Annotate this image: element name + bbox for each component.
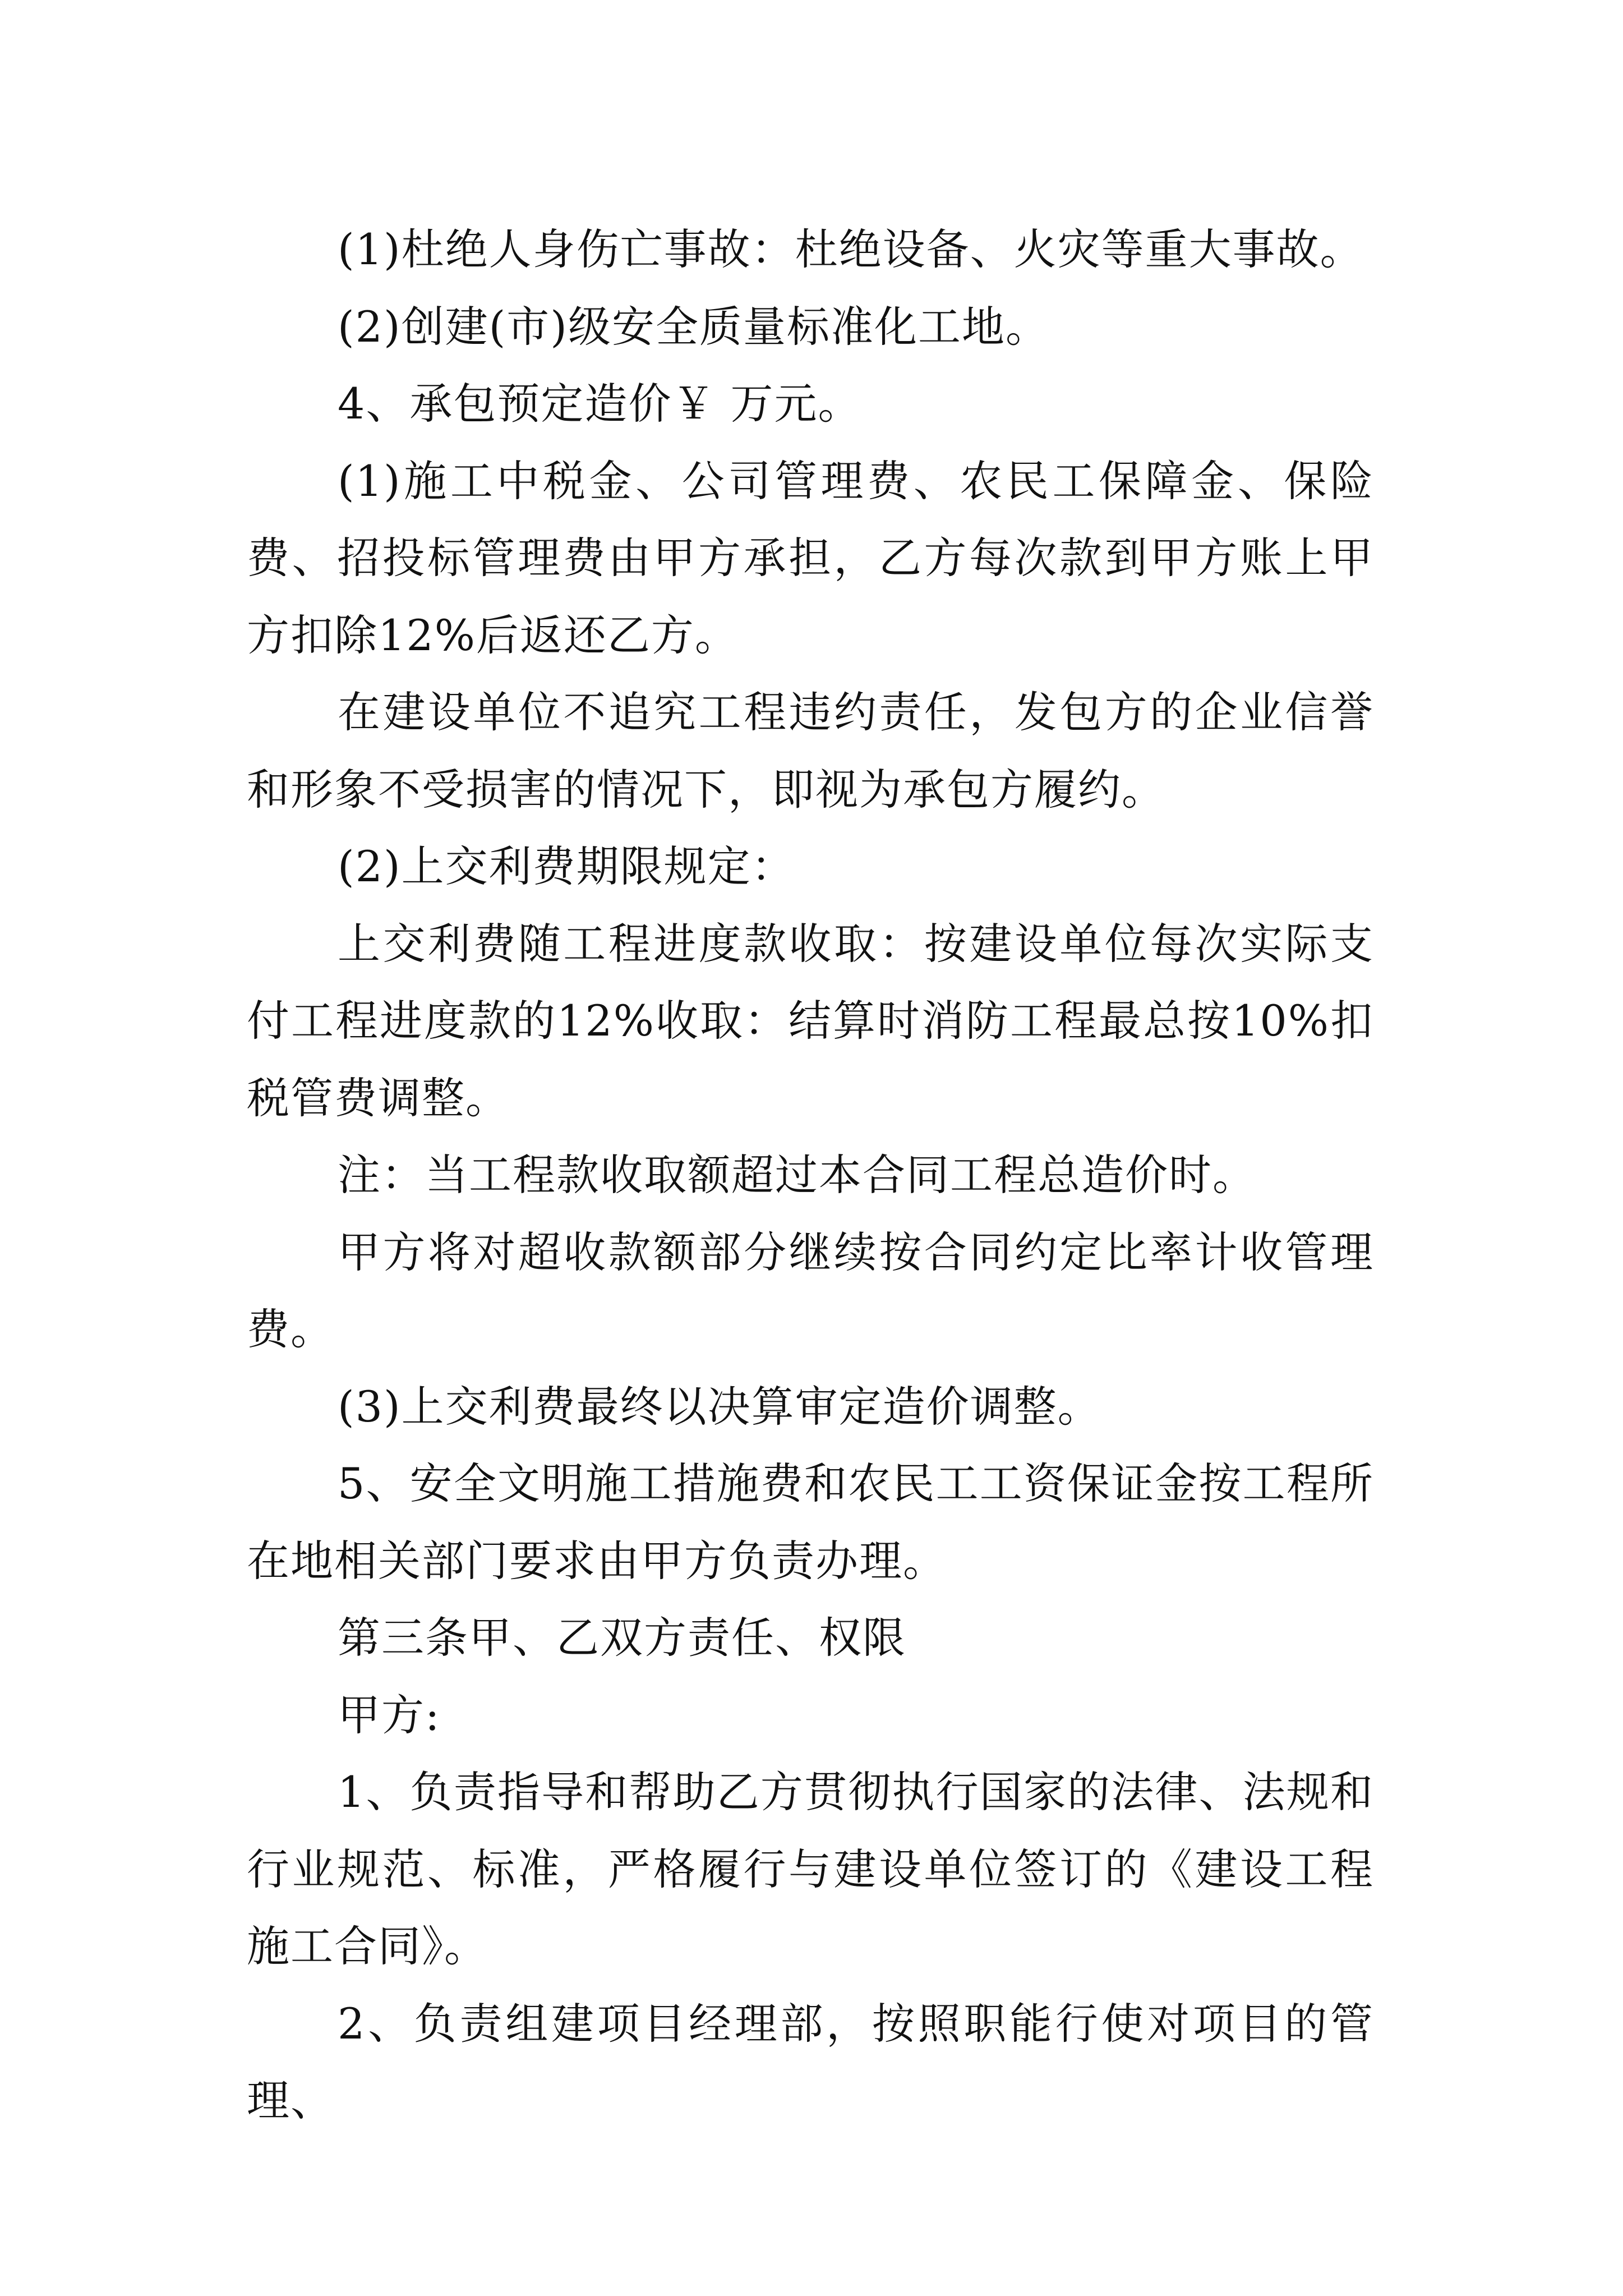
document-body [247, 211, 1374, 2139]
paragraph-safety-goal-1: (1)杜绝人身伤亡事故：杜绝设备、火灾等重大事故。 [338, 224, 1364, 274]
paragraph-performance: 在建设单位不追究工程违约责任，发包方的企业信誉和形象不受损害的情况下，即视为承包方履约。 [247, 687, 1374, 815]
paragraph-safety-fee: 5、安全文明施工措施费和农民工工资保证金按工程所在地相关部门要求由甲方负责办理。 [247, 1458, 1374, 1586]
paragraph-party-a-duty-1: 1、负责指导和帮助乙方贯彻执行国家的法律、法规和行业规范、标准，严格履行与建设单位签订的《建设工程施工合同》。 [247, 1767, 1374, 1971]
paragraph-excess-fee: 甲方将对超收款额部分继续按合同约定比率计收管理费。 [247, 1227, 1374, 1354]
paragraph-fee-collection: 上交利费随工程进度款收取：按建设单位每次实际支付工程进度款的12%收取：结算时消防工程最总按10%扣税管费调整。 [247, 918, 1374, 1123]
paragraph-note: 注：当工程款收取额超过本合同工程总造价时。 [338, 1150, 1256, 1200]
paragraph-party-a-duty-2: 2、负责组建项目经理部，按照职能行使对项目的管理、 [247, 1998, 1374, 2125]
paragraph-safety-goal-2: (2)创建(市)级安全质量标准化工地。 [338, 301, 1049, 352]
paragraph-fee-deadline-heading: (2)上交利费期限规定： [338, 841, 795, 891]
paragraph-final-adjustment: (3)上交利费最终以决算审定造价调整。 [338, 1381, 1101, 1432]
paragraph-party-a-heading: 甲方: [338, 1690, 441, 1740]
paragraph-contract-price: 4、承包预定造价￥ 万元。 [338, 379, 862, 429]
paragraph-fees-borne: (1)施工中税金、公司管理费、农民工保障金、保险费、招投标管理费由甲方承担，乙方每次款到甲方账上甲方扣除12%后返还乙方。 [247, 455, 1374, 660]
paragraph-article-three-heading: 第三条甲、乙双方责任、权限 [338, 1613, 906, 1663]
